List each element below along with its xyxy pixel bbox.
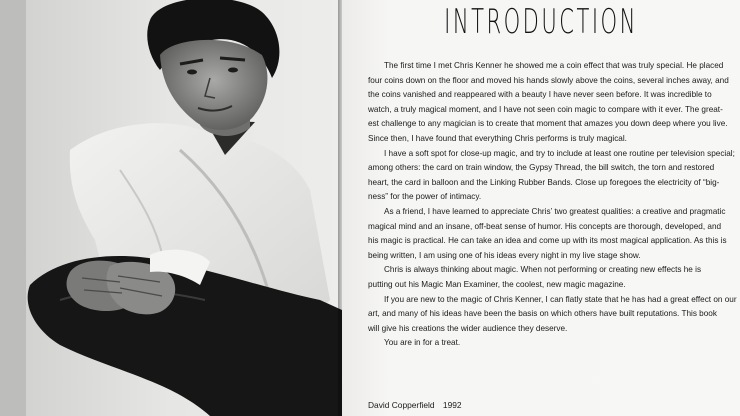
text-line: magical mind and an insane, off-beat sense of humor. His concepts are thorough, developed, and [368,221,722,231]
text-line: four coins down on the floor and moved his hands slowly above the coins, several inches away, and [368,75,729,85]
text-line: If you are new to the magic of Chris Kenner, I can flatly state that he has had a great effect on our [384,294,737,304]
text-page [342,0,740,416]
text-line: putting out his Magic Man Examiner, the coolest, new magic magazine. [368,279,626,289]
text-line: est challenge to any magician is to create that moment that amazes you down deep where you live. [368,119,728,129]
signature-year: 1992 [442,400,462,410]
text-line: As a friend, I have learned to appreciate Chris’ two greatest qualities: a creative and pragmatic [384,206,726,216]
text-line: the coins vanished and reappeared with a beauty I have never seen before. It was incredible to [368,90,712,100]
text-line: Since then, I have found that everything Chris performs is truly magical. [368,133,627,143]
text-line: his magic is practical. He can take an idea and come up with its most magical application. As this is [368,236,727,246]
photo-page [0,0,342,416]
signature-name: David Copperfield [368,400,435,410]
text-line: among others: the card on train window, the Gypsy Thread, the bill switch, the torn and restored [368,163,715,173]
text-line: art, and many of his ideas have been the basis on which others have built reputations. This book [368,309,717,319]
text-line: heart, the card in balloon and the Linking Rubber Bands. Close up foregoes the electricity of “big- [368,177,720,187]
paragraph-2 [368,147,738,205]
text-line: watch, a truly magical moment, and I have not seen coin magic to compare with it ever. The great- [368,104,723,114]
text-line: ness” for the power of intimacy. [368,192,482,202]
introduction-body [368,59,738,351]
paragraph-4 [368,263,738,292]
paragraph-1 [368,59,738,147]
text-line: You are in for a treat. [384,338,461,348]
text-line: Chris is always thinking about magic. When not performing or creating new effects he is [384,265,702,275]
text-line: will give his creations the wider audience they deserve. [368,323,568,333]
signature [368,400,462,410]
page-title: INTRODUCTION [444,2,638,42]
paragraph-3 [368,205,738,263]
paragraph-6 [368,336,738,351]
text-line: I have a soft spot for close-up magic, and try to include at least one routine per television special; [384,148,735,158]
text-line: being written, I am using one of his ideas every night in my live stage show. [368,250,641,260]
paragraph-5 [368,293,738,337]
portrait-photo [0,0,342,416]
text-line: The first time I met Chris Kenner he showed me a coin effect that was truly special. He placed [384,61,724,70]
